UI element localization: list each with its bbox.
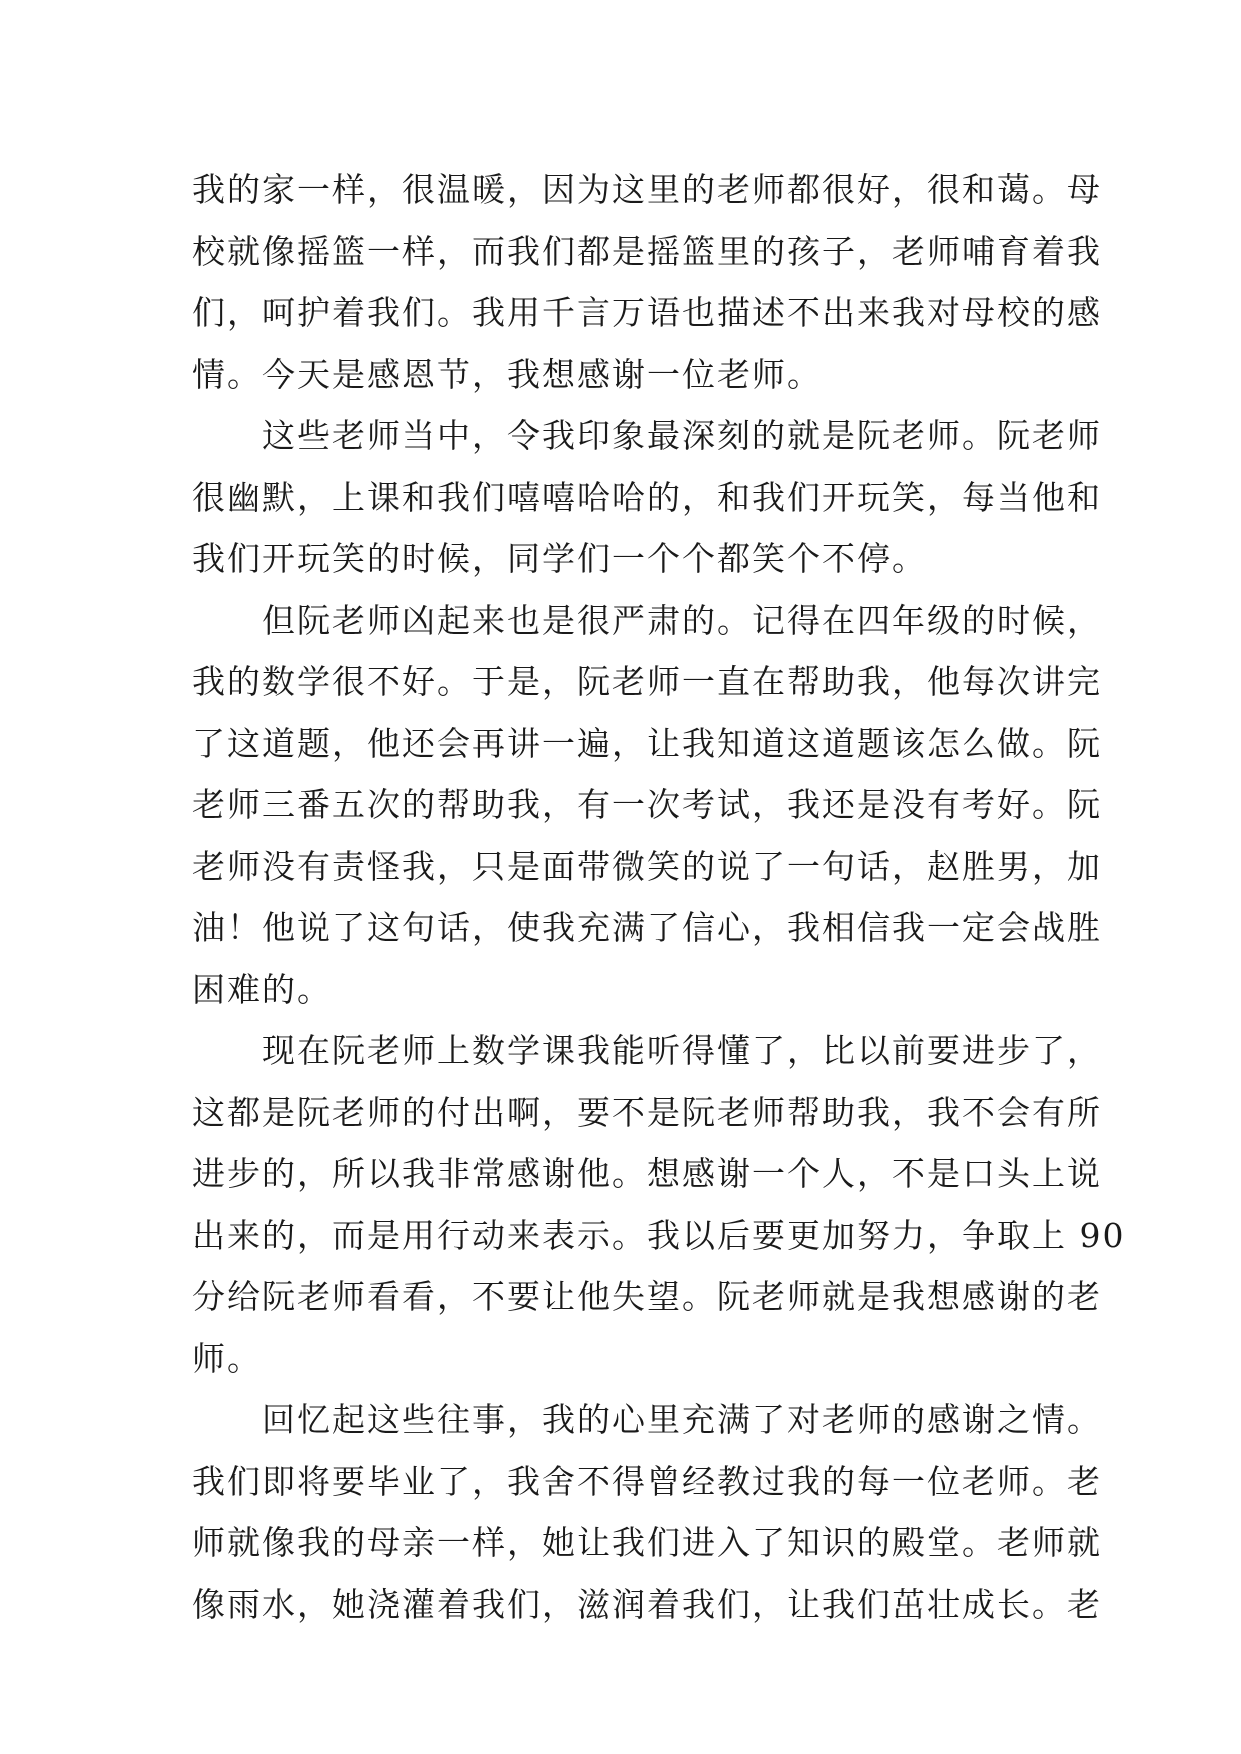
text-line: 这都是阮老师的付出啊，要不是阮老师帮助我，我不会有所	[192, 1092, 1102, 1132]
text-line: 我的家一样，很温暖，因为这里的老师都很好，很和蔼。母	[192, 170, 1102, 209]
text-line: 困难的。	[192, 969, 332, 1009]
text-line: 老师没有责怪我，只是面带微笑的说了一句话，赵胜男，加	[192, 846, 1102, 886]
text-line: 我们即将要毕业了，我舍不得曾经教过我的每一位老师。老	[192, 1461, 1102, 1501]
text-line: 现在阮老师上数学课我能听得懂了，比以前要进步了，	[262, 1031, 1102, 1070]
text-line: 分给阮老师看看，不要让他失望。阮老师就是我想感谢的老	[192, 1277, 1102, 1316]
text-line: 很幽默，上课和我们嘻嘻哈哈的，和我们开玩笑，每当他和	[192, 477, 1102, 517]
text-line: 情。今天是感恩节，我想感谢一位老师。	[192, 354, 822, 394]
text-line: 我们开玩笑的时候，同学们一个个都笑个不停。	[192, 539, 927, 578]
text-line: 油！他说了这句话，使我充满了信心，我相信我一定会战胜	[192, 908, 1102, 947]
text-line: 们，呵护着我们。我用千言万语也描述不出来我对母校的感	[192, 293, 1102, 332]
text-line: 校就像摇篮一样，而我们都是摇篮里的孩子，老师哺育着我	[192, 231, 1102, 271]
text-line: 进步的，所以我非常感谢他。想感谢一个人，不是口头上说	[192, 1154, 1102, 1193]
text-line: 师。	[192, 1338, 262, 1378]
text-line: 回忆起这些往事，我的心里充满了对老师的感谢之情。	[262, 1400, 1102, 1439]
text-line: 师就像我的母亲一样，她让我们进入了知识的殿堂。老师就	[192, 1523, 1102, 1562]
text-line: 了这道题，他还会再讲一遍，让我知道这道题该怎么做。阮	[192, 723, 1102, 763]
essay-body	[192, 159, 1126, 1635]
text-line: 但阮老师凶起来也是很严肃的。记得在四年级的时候，	[262, 600, 1102, 640]
text-line: 这些老师当中，令我印象最深刻的就是阮老师。阮老师	[262, 416, 1102, 455]
text-line: 像雨水，她浇灌着我们，滋润着我们，让我们茁壮成长。老	[192, 1584, 1102, 1624]
text-line: 老师三番五次的帮助我，有一次考试，我还是没有考好。阮	[192, 785, 1102, 824]
text-line: 出来的，而是用行动来表示。我以后要更加努力，争取上 90	[192, 1215, 1126, 1255]
text-line: 我的数学很不好。于是，阮老师一直在帮助我，他每次讲完	[192, 662, 1102, 701]
